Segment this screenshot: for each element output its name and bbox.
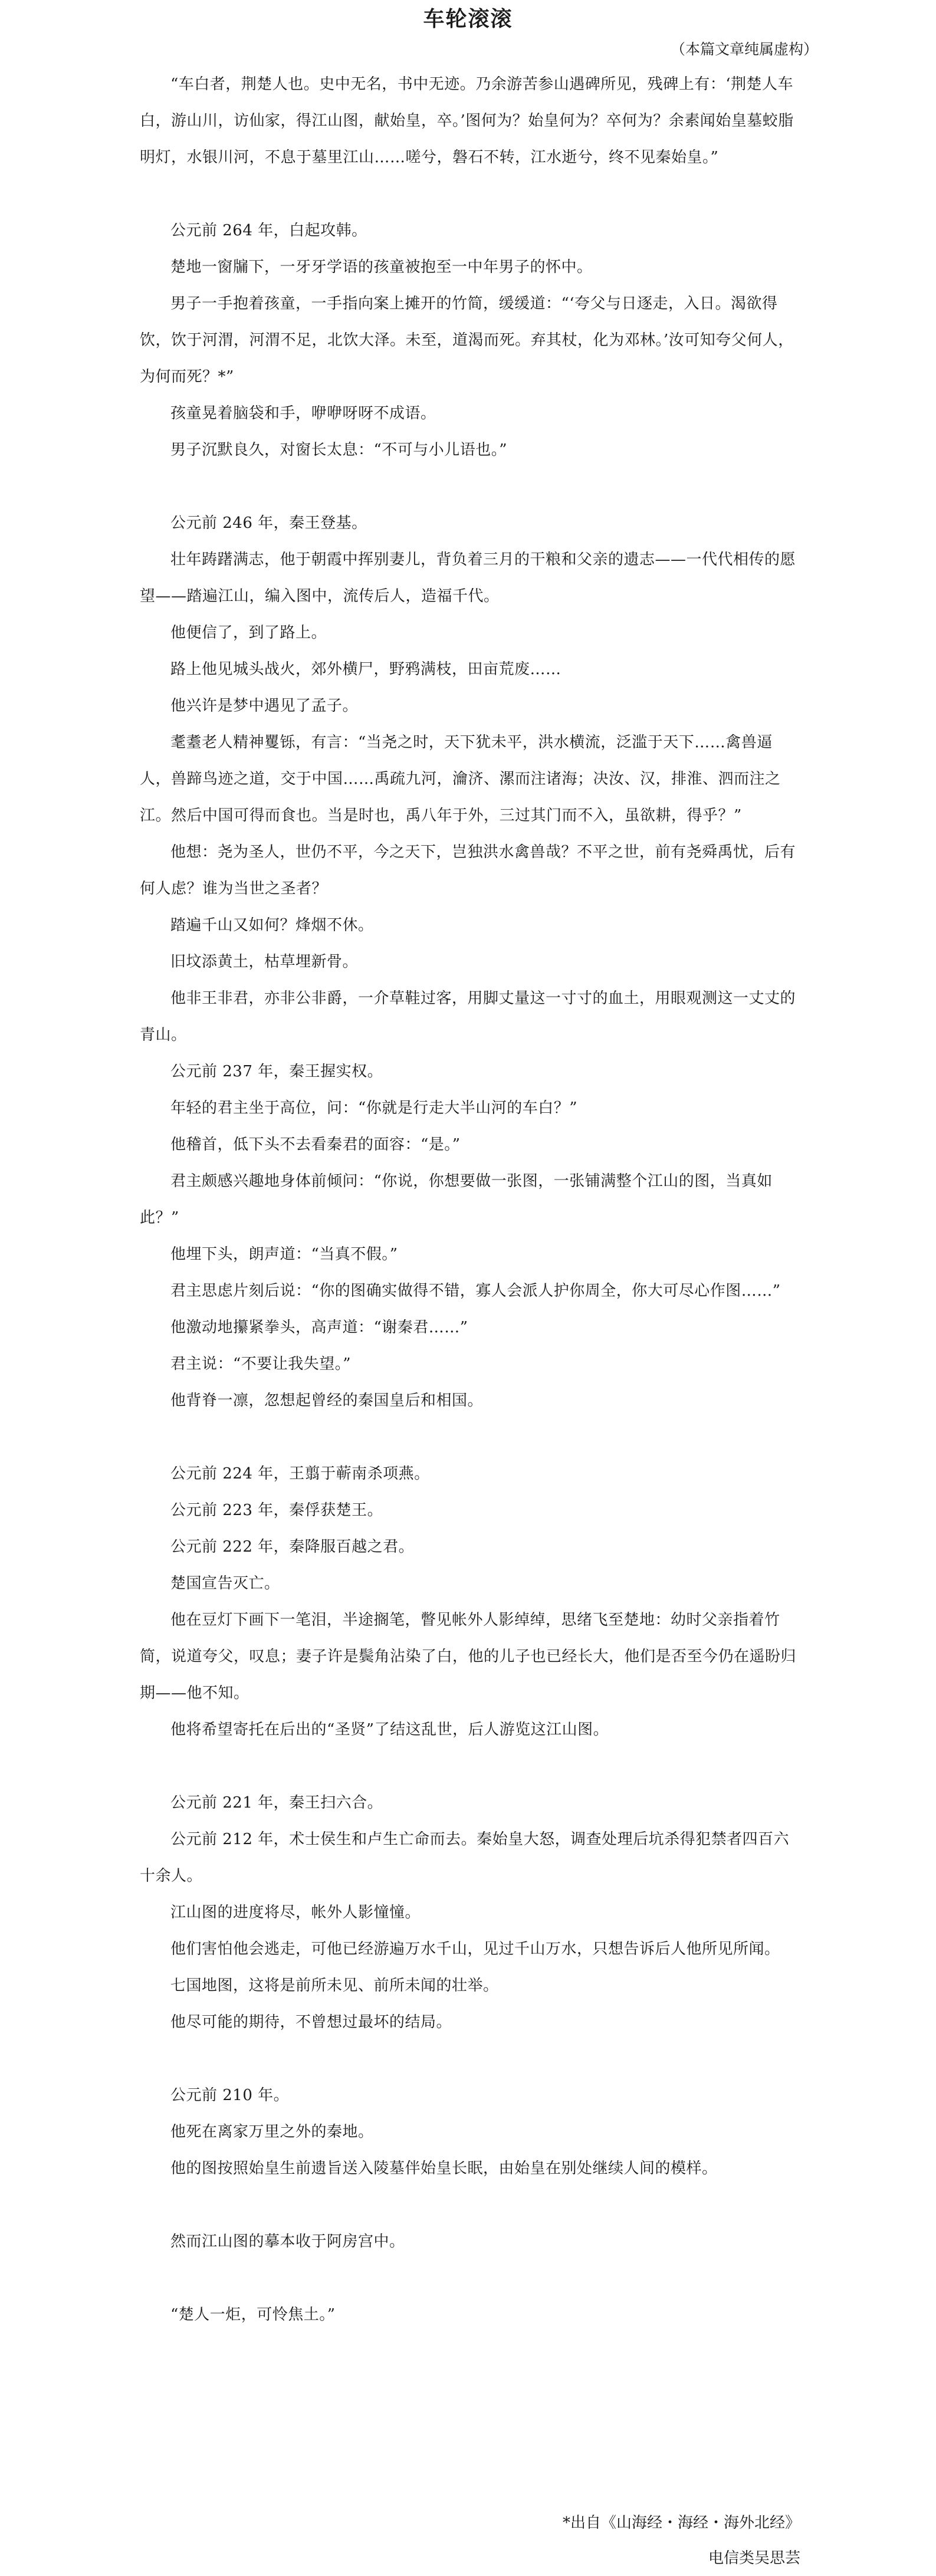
paragraph: 公元前 222 年，秦降服百越之君。: [170, 1538, 415, 1556]
paragraph: 君主说：“不要让我失望。”: [170, 1355, 352, 1373]
paragraph: 男子一手抱着孩童，一手指向案上摊开的竹简，缓缓道：“‘夸父与日逐走，入日。渴欲得饮，饮于河渭，河渭不足，北饮大泽。未至，道渴而死。弃其杖，化为邓林。’汝可知夸父何人，为何而死？*”: [140, 295, 794, 386]
paragraph: 然而江山图的摹本收于阿房宫中。: [170, 2233, 405, 2250]
paragraph: 踏遍千山又如何？烽烟不休。: [170, 916, 374, 934]
paragraph: 他非王非君，亦非公非爵，一介草鞋过客，用脚丈量这一寸寸的血土，用眼观测这一丈丈的青山。: [140, 990, 796, 1044]
paragraph: 他们害怕他会逃走，可他已经游遍万水千山，见过千山万水，只想告诉后人他所见所闻。: [170, 1940, 780, 1958]
paragraph-gap: [140, 2041, 803, 2077]
paragraph: 公元前 212 年，术士侯生和卢生亡命而去。秦始皇大怒，调查处理后坑杀得犯禁者四百六十余人。: [140, 1831, 790, 1885]
paragraph: 江山图的进度将尽，帐外人影憧憧。: [170, 1904, 421, 1921]
paragraph: 他便信了，到了路上。: [170, 624, 327, 642]
paragraph: 孩童晃着脑袋和手，咿咿呀呀不成语。: [170, 405, 436, 422]
paragraph: 路上他见城头战火，郊外横尸，野鸦满枝，田亩荒废……: [170, 661, 561, 678]
paragraph: 君主思虑片刻后说：“你的图确实做得不错，寡人会派人护你周全，你大可尽心作图……”: [170, 1282, 781, 1300]
footnote: [270, 2505, 800, 2541]
paragraph: 君主颇感兴趣地身体前倾问：“你说，你想要做一张图，一张铺满整个江山的图，当真如此？”: [140, 1172, 773, 1227]
paragraph: 他将希望寄托在后出的“圣贤”了结这乱世，后人游览这江山图。: [170, 1721, 609, 1739]
paragraph: 公元前 224 年，王翦于蕲南杀项燕。: [170, 1465, 430, 1483]
paragraph: 公元前 264 年，白起攻韩。: [170, 222, 367, 239]
paragraph: 公元前 221 年，秦王扫六合。: [170, 1794, 383, 1812]
paragraph: 他背脊一凛，忽想起曾经的秦国皇后和相国。: [170, 1392, 484, 1409]
paragraph: 他兴许是梦中遇见了孟子。: [170, 697, 359, 715]
paragraph-gap: [140, 2260, 803, 2296]
paragraph: 他的图按照始皇生前遗旨送入陵墓伴始皇长眠，由始皇在别处继续人间的模样。: [170, 2160, 718, 2177]
paragraph: 耄耋老人精神矍铄，有言：“当尧之时，天下犹未平，洪水横流，泛滥于天下……禽兽逼人，兽蹄鸟迹之道，交于中国……禹疏九河，瀹济、漯而注诸海；决汝、汉，排淮、泗而注之江。然后中国可得而食也。当是时也，禹八年于外，三过其门而不入，虽欲耕，得乎？”: [140, 734, 781, 824]
paragraph: 公元前 210 年。: [170, 2087, 290, 2104]
paragraph: “车白者，荆楚人也。史中无名，书中无迹。乃余游苦参山遇碑所见，残碑上有：‘荆楚人车白，游山川，访仙家，得江山图，献始皇，卒。’图何为？始皇何为？卒何为？余素闻始皇墓蛟脂明灯，水银川河，不息于墓里江山……嗟兮，磐石不转，江水逝兮，终不见秦始皇。”: [140, 75, 794, 166]
paragraph-gap: [140, 176, 803, 212]
paragraph-gap: [140, 2187, 803, 2223]
fiction-disclaimer: （本篇文章纯属虚构）: [670, 41, 818, 58]
paragraph: 他死在离家万里之外的秦地。: [170, 2123, 374, 2141]
paragraph: 他在豆灯下画下一笔泪，半途搁笔，瞥见帐外人影绰绰，思绪飞至楚地：幼时父亲指着竹简，说道夸父，叹息；妻子许是鬓角沾染了白，他的儿子也已经长大，他们是否至今仍在遥盼归期——他不知。: [140, 1611, 797, 1702]
paragraph: 他埋下头，朗声道：“当真不假。”: [170, 1246, 398, 1263]
paragraph: 壮年踌躇满志，他于朝霞中挥别妻儿，背负着三月的干粮和父亲的遗志——一代代相传的愿望——踏遍江山，编入图中，流传后人，造福千代。: [140, 551, 796, 605]
paragraph: 楚地一窗牖下，一牙牙学语的孩童被抱至一中年男子的怀中。: [170, 258, 593, 276]
paragraph: 他尽可能的期待，不曾想过最坏的结局。: [170, 2013, 452, 2031]
paragraph: 旧坟添黄土，枯草埋新骨。: [170, 953, 359, 971]
paragraph: 男子沉默良久，对窗长太息：“不可与小儿语也。”: [170, 441, 508, 459]
paragraph: 公元前 237 年，秦王握实权。: [170, 1063, 383, 1080]
paragraph-gap: [140, 1748, 803, 1785]
author-signature: [270, 2541, 800, 2576]
paragraph-gap: [140, 468, 803, 505]
paragraph-gap: [140, 1419, 803, 1455]
article-title: 车轮滚滚: [423, 6, 513, 31]
paragraph: 楚国宣告灭亡。: [170, 1575, 280, 1592]
paragraph: 年轻的君主坐于高位，问：“你就是行走大半山河的车白？”: [170, 1099, 578, 1117]
paragraph: 他想：尧为圣人，世仍不平，今之天下，岂独洪水禽兽哉？不平之世，前有尧舜禹忧，后有何人虑？谁为当世之圣者？: [140, 843, 796, 898]
paragraph: 他激动地攥紧拳头，高声道：“谢秦君……”: [170, 1319, 468, 1336]
article-body: [140, 66, 803, 2333]
footnote-text: *出自《山海经・海经・海外北经》: [562, 2514, 800, 2532]
paragraph: “楚人一炬，可怜焦土。”: [170, 2306, 336, 2324]
paragraph: 公元前 246 年，秦王登基。: [170, 514, 367, 532]
author-name: 电信类吴思芸: [708, 2549, 800, 2567]
paragraph: 公元前 223 年，秦俘获楚王。: [170, 1501, 383, 1519]
paragraph: 七国地图，这将是前所未见、前所未闻的壮举。: [170, 1977, 499, 1995]
paragraph: 他稽首，低下头不去看秦君的面容：“是。”: [170, 1136, 461, 1154]
